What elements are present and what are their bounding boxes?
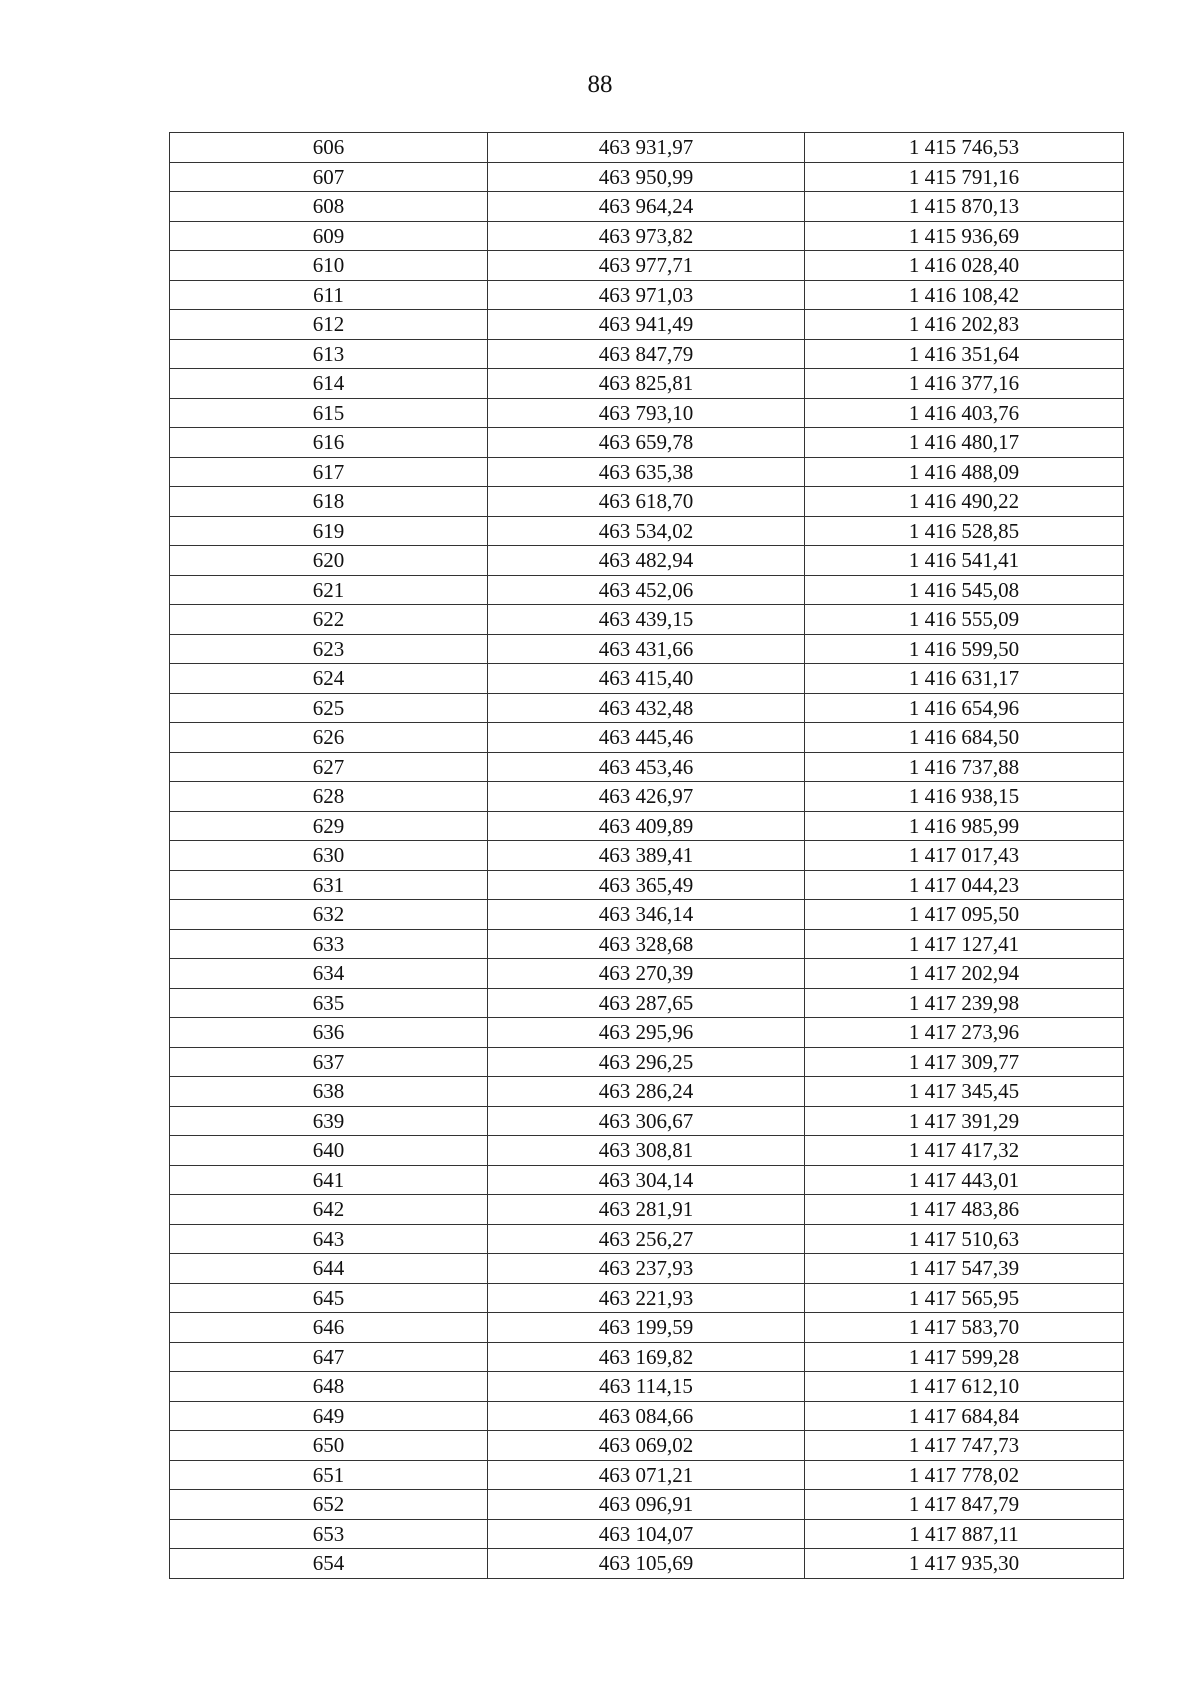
coordinates-table bbox=[169, 132, 1124, 1579]
y-coordinate-cell: 1 417 273,96 bbox=[805, 1018, 1124, 1048]
table-row bbox=[170, 1460, 1124, 1490]
table-row bbox=[170, 988, 1124, 1018]
x-coordinate-cell: 463 431,66 bbox=[488, 634, 805, 664]
table-row bbox=[170, 1136, 1124, 1166]
table-row bbox=[170, 664, 1124, 694]
y-coordinate-cell: 1 416 351,64 bbox=[805, 339, 1124, 369]
table-row bbox=[170, 959, 1124, 989]
table-row bbox=[170, 1195, 1124, 1225]
x-coordinate-cell: 463 308,81 bbox=[488, 1136, 805, 1166]
y-coordinate-cell: 1 416 480,17 bbox=[805, 428, 1124, 458]
y-coordinate-cell: 1 417 847,79 bbox=[805, 1490, 1124, 1520]
x-coordinate-cell: 463 287,65 bbox=[488, 988, 805, 1018]
y-coordinate-cell: 1 417 044,23 bbox=[805, 870, 1124, 900]
point-number-cell: 642 bbox=[170, 1195, 488, 1225]
table-row bbox=[170, 369, 1124, 399]
point-number-cell: 641 bbox=[170, 1165, 488, 1195]
table-row bbox=[170, 133, 1124, 163]
y-coordinate-cell: 1 417 547,39 bbox=[805, 1254, 1124, 1284]
table-row bbox=[170, 811, 1124, 841]
point-number-cell: 617 bbox=[170, 457, 488, 487]
x-coordinate-cell: 463 950,99 bbox=[488, 162, 805, 192]
y-coordinate-cell: 1 416 938,15 bbox=[805, 782, 1124, 812]
point-number-cell: 627 bbox=[170, 752, 488, 782]
table-row bbox=[170, 575, 1124, 605]
point-number-cell: 621 bbox=[170, 575, 488, 605]
table-row bbox=[170, 605, 1124, 635]
point-number-cell: 639 bbox=[170, 1106, 488, 1136]
x-coordinate-cell: 463 534,02 bbox=[488, 516, 805, 546]
table-row bbox=[170, 280, 1124, 310]
table-row bbox=[170, 428, 1124, 458]
point-number-cell: 622 bbox=[170, 605, 488, 635]
point-number-cell: 609 bbox=[170, 221, 488, 251]
point-number-cell: 638 bbox=[170, 1077, 488, 1107]
y-coordinate-cell: 1 417 887,11 bbox=[805, 1519, 1124, 1549]
point-number-cell: 623 bbox=[170, 634, 488, 664]
table-row bbox=[170, 310, 1124, 340]
table-row bbox=[170, 752, 1124, 782]
point-number-cell: 650 bbox=[170, 1431, 488, 1461]
page-number: 88 bbox=[587, 71, 613, 98]
point-number-cell: 607 bbox=[170, 162, 488, 192]
table-row bbox=[170, 1431, 1124, 1461]
x-coordinate-cell: 463 286,24 bbox=[488, 1077, 805, 1107]
x-coordinate-cell: 463 256,27 bbox=[488, 1224, 805, 1254]
table-row bbox=[170, 487, 1124, 517]
y-coordinate-cell: 1 417 239,98 bbox=[805, 988, 1124, 1018]
point-number-cell: 624 bbox=[170, 664, 488, 694]
y-coordinate-cell: 1 416 654,96 bbox=[805, 693, 1124, 723]
x-coordinate-cell: 463 281,91 bbox=[488, 1195, 805, 1225]
point-number-cell: 652 bbox=[170, 1490, 488, 1520]
table-row bbox=[170, 1549, 1124, 1579]
point-number-cell: 634 bbox=[170, 959, 488, 989]
y-coordinate-cell: 1 416 555,09 bbox=[805, 605, 1124, 635]
y-coordinate-cell: 1 417 391,29 bbox=[805, 1106, 1124, 1136]
y-coordinate-cell: 1 417 935,30 bbox=[805, 1549, 1124, 1579]
table-row bbox=[170, 1519, 1124, 1549]
point-number-cell: 653 bbox=[170, 1519, 488, 1549]
point-number-cell: 616 bbox=[170, 428, 488, 458]
point-number-cell: 654 bbox=[170, 1549, 488, 1579]
table-row bbox=[170, 192, 1124, 222]
y-coordinate-cell: 1 417 127,41 bbox=[805, 929, 1124, 959]
table-row bbox=[170, 221, 1124, 251]
y-coordinate-cell: 1 416 737,88 bbox=[805, 752, 1124, 782]
x-coordinate-cell: 463 931,97 bbox=[488, 133, 805, 163]
point-number-cell: 645 bbox=[170, 1283, 488, 1313]
coordinates-table-body bbox=[170, 133, 1124, 1579]
table-row bbox=[170, 1342, 1124, 1372]
point-number-cell: 636 bbox=[170, 1018, 488, 1048]
y-coordinate-cell: 1 417 095,50 bbox=[805, 900, 1124, 930]
table-row bbox=[170, 634, 1124, 664]
y-coordinate-cell: 1 416 528,85 bbox=[805, 516, 1124, 546]
table-row bbox=[170, 693, 1124, 723]
x-coordinate-cell: 463 482,94 bbox=[488, 546, 805, 576]
point-number-cell: 625 bbox=[170, 693, 488, 723]
y-coordinate-cell: 1 416 108,42 bbox=[805, 280, 1124, 310]
point-number-cell: 635 bbox=[170, 988, 488, 1018]
x-coordinate-cell: 463 306,67 bbox=[488, 1106, 805, 1136]
y-coordinate-cell: 1 415 791,16 bbox=[805, 162, 1124, 192]
y-coordinate-cell: 1 417 565,95 bbox=[805, 1283, 1124, 1313]
point-number-cell: 629 bbox=[170, 811, 488, 841]
y-coordinate-cell: 1 417 309,77 bbox=[805, 1047, 1124, 1077]
point-number-cell: 632 bbox=[170, 900, 488, 930]
point-number-cell: 651 bbox=[170, 1460, 488, 1490]
y-coordinate-cell: 1 416 028,40 bbox=[805, 251, 1124, 281]
x-coordinate-cell: 463 453,46 bbox=[488, 752, 805, 782]
y-coordinate-cell: 1 417 443,01 bbox=[805, 1165, 1124, 1195]
y-coordinate-cell: 1 417 778,02 bbox=[805, 1460, 1124, 1490]
table-row bbox=[170, 1077, 1124, 1107]
y-coordinate-cell: 1 416 202,83 bbox=[805, 310, 1124, 340]
point-number-cell: 612 bbox=[170, 310, 488, 340]
x-coordinate-cell: 463 415,40 bbox=[488, 664, 805, 694]
y-coordinate-cell: 1 417 583,70 bbox=[805, 1313, 1124, 1343]
table-row bbox=[170, 516, 1124, 546]
y-coordinate-cell: 1 416 377,16 bbox=[805, 369, 1124, 399]
table-row bbox=[170, 1401, 1124, 1431]
x-coordinate-cell: 463 635,38 bbox=[488, 457, 805, 487]
table-row bbox=[170, 1313, 1124, 1343]
x-coordinate-cell: 463 825,81 bbox=[488, 369, 805, 399]
point-number-cell: 643 bbox=[170, 1224, 488, 1254]
x-coordinate-cell: 463 069,02 bbox=[488, 1431, 805, 1461]
point-number-cell: 614 bbox=[170, 369, 488, 399]
x-coordinate-cell: 463 096,91 bbox=[488, 1490, 805, 1520]
x-coordinate-cell: 463 296,25 bbox=[488, 1047, 805, 1077]
table-row bbox=[170, 841, 1124, 871]
x-coordinate-cell: 463 104,07 bbox=[488, 1519, 805, 1549]
x-coordinate-cell: 463 199,59 bbox=[488, 1313, 805, 1343]
point-number-cell: 628 bbox=[170, 782, 488, 812]
table-row bbox=[170, 162, 1124, 192]
point-number-cell: 644 bbox=[170, 1254, 488, 1284]
table-row bbox=[170, 723, 1124, 753]
table-row bbox=[170, 900, 1124, 930]
table-row bbox=[170, 339, 1124, 369]
table-row bbox=[170, 251, 1124, 281]
y-coordinate-cell: 1 417 483,86 bbox=[805, 1195, 1124, 1225]
x-coordinate-cell: 463 071,21 bbox=[488, 1460, 805, 1490]
point-number-cell: 611 bbox=[170, 280, 488, 310]
x-coordinate-cell: 463 439,15 bbox=[488, 605, 805, 635]
point-number-cell: 637 bbox=[170, 1047, 488, 1077]
table-row bbox=[170, 1283, 1124, 1313]
x-coordinate-cell: 463 977,71 bbox=[488, 251, 805, 281]
point-number-cell: 610 bbox=[170, 251, 488, 281]
y-coordinate-cell: 1 416 631,17 bbox=[805, 664, 1124, 694]
x-coordinate-cell: 463 973,82 bbox=[488, 221, 805, 251]
y-coordinate-cell: 1 416 684,50 bbox=[805, 723, 1124, 753]
x-coordinate-cell: 463 237,93 bbox=[488, 1254, 805, 1284]
point-number-cell: 618 bbox=[170, 487, 488, 517]
y-coordinate-cell: 1 416 488,09 bbox=[805, 457, 1124, 487]
y-coordinate-cell: 1 416 490,22 bbox=[805, 487, 1124, 517]
y-coordinate-cell: 1 417 747,73 bbox=[805, 1431, 1124, 1461]
table-row bbox=[170, 1490, 1124, 1520]
table-row bbox=[170, 1372, 1124, 1402]
y-coordinate-cell: 1 417 202,94 bbox=[805, 959, 1124, 989]
x-coordinate-cell: 463 941,49 bbox=[488, 310, 805, 340]
point-number-cell: 619 bbox=[170, 516, 488, 546]
x-coordinate-cell: 463 084,66 bbox=[488, 1401, 805, 1431]
x-coordinate-cell: 463 432,48 bbox=[488, 693, 805, 723]
point-number-cell: 649 bbox=[170, 1401, 488, 1431]
x-coordinate-cell: 463 389,41 bbox=[488, 841, 805, 871]
y-coordinate-cell: 1 417 612,10 bbox=[805, 1372, 1124, 1402]
y-coordinate-cell: 1 416 541,41 bbox=[805, 546, 1124, 576]
y-coordinate-cell: 1 417 017,43 bbox=[805, 841, 1124, 871]
x-coordinate-cell: 463 169,82 bbox=[488, 1342, 805, 1372]
point-number-cell: 648 bbox=[170, 1372, 488, 1402]
x-coordinate-cell: 463 304,14 bbox=[488, 1165, 805, 1195]
x-coordinate-cell: 463 295,96 bbox=[488, 1018, 805, 1048]
x-coordinate-cell: 463 270,39 bbox=[488, 959, 805, 989]
x-coordinate-cell: 463 409,89 bbox=[488, 811, 805, 841]
point-number-cell: 620 bbox=[170, 546, 488, 576]
y-coordinate-cell: 1 417 599,28 bbox=[805, 1342, 1124, 1372]
y-coordinate-cell: 1 416 545,08 bbox=[805, 575, 1124, 605]
x-coordinate-cell: 463 114,15 bbox=[488, 1372, 805, 1402]
table-row bbox=[170, 546, 1124, 576]
point-number-cell: 647 bbox=[170, 1342, 488, 1372]
x-coordinate-cell: 463 659,78 bbox=[488, 428, 805, 458]
table-row bbox=[170, 1047, 1124, 1077]
y-coordinate-cell: 1 415 746,53 bbox=[805, 133, 1124, 163]
y-coordinate-cell: 1 416 985,99 bbox=[805, 811, 1124, 841]
y-coordinate-cell: 1 417 684,84 bbox=[805, 1401, 1124, 1431]
table-row bbox=[170, 1254, 1124, 1284]
point-number-cell: 615 bbox=[170, 398, 488, 428]
table-row bbox=[170, 1165, 1124, 1195]
x-coordinate-cell: 463 328,68 bbox=[488, 929, 805, 959]
point-number-cell: 631 bbox=[170, 870, 488, 900]
point-number-cell: 608 bbox=[170, 192, 488, 222]
x-coordinate-cell: 463 346,14 bbox=[488, 900, 805, 930]
y-coordinate-cell: 1 417 345,45 bbox=[805, 1077, 1124, 1107]
y-coordinate-cell: 1 415 870,13 bbox=[805, 192, 1124, 222]
table-row bbox=[170, 870, 1124, 900]
point-number-cell: 646 bbox=[170, 1313, 488, 1343]
x-coordinate-cell: 463 793,10 bbox=[488, 398, 805, 428]
table-row bbox=[170, 398, 1124, 428]
x-coordinate-cell: 463 452,06 bbox=[488, 575, 805, 605]
x-coordinate-cell: 463 221,93 bbox=[488, 1283, 805, 1313]
x-coordinate-cell: 463 618,70 bbox=[488, 487, 805, 517]
y-coordinate-cell: 1 416 403,76 bbox=[805, 398, 1124, 428]
x-coordinate-cell: 463 971,03 bbox=[488, 280, 805, 310]
y-coordinate-cell: 1 417 510,63 bbox=[805, 1224, 1124, 1254]
point-number-cell: 613 bbox=[170, 339, 488, 369]
x-coordinate-cell: 463 105,69 bbox=[488, 1549, 805, 1579]
x-coordinate-cell: 463 426,97 bbox=[488, 782, 805, 812]
x-coordinate-cell: 463 365,49 bbox=[488, 870, 805, 900]
x-coordinate-cell: 463 847,79 bbox=[488, 339, 805, 369]
point-number-cell: 630 bbox=[170, 841, 488, 871]
y-coordinate-cell: 1 415 936,69 bbox=[805, 221, 1124, 251]
y-coordinate-cell: 1 416 599,50 bbox=[805, 634, 1124, 664]
y-coordinate-cell: 1 417 417,32 bbox=[805, 1136, 1124, 1166]
x-coordinate-cell: 463 964,24 bbox=[488, 192, 805, 222]
point-number-cell: 640 bbox=[170, 1136, 488, 1166]
table-row bbox=[170, 1224, 1124, 1254]
table-row bbox=[170, 457, 1124, 487]
point-number-cell: 626 bbox=[170, 723, 488, 753]
x-coordinate-cell: 463 445,46 bbox=[488, 723, 805, 753]
table-row bbox=[170, 929, 1124, 959]
table-row bbox=[170, 782, 1124, 812]
table-row bbox=[170, 1018, 1124, 1048]
point-number-cell: 633 bbox=[170, 929, 488, 959]
table-row bbox=[170, 1106, 1124, 1136]
point-number-cell: 606 bbox=[170, 133, 488, 163]
